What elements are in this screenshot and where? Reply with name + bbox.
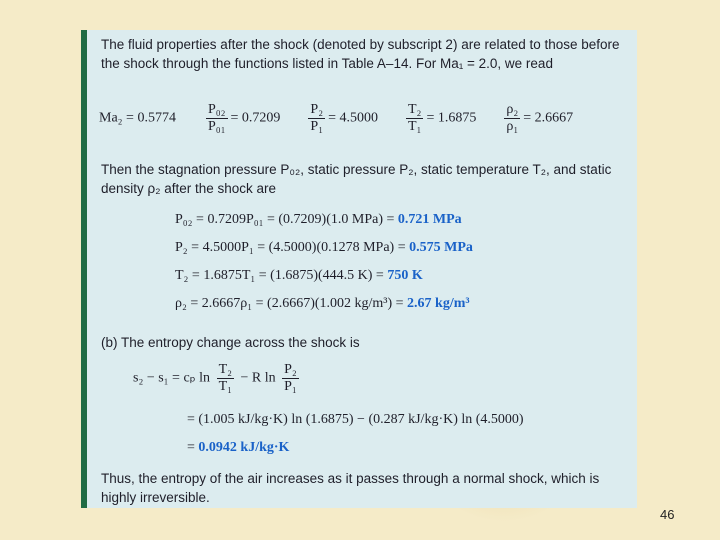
equation-row (175, 268, 423, 284)
entropy-gas-term: − R ln (240, 370, 276, 386)
equation-lhs: P₂ = 4.5000P₁ = (4.5000)(0.1278 MPa) = (175, 240, 406, 255)
page-number: 46 (660, 507, 675, 522)
equation-result: 0.575 MPa (409, 240, 473, 255)
entropy-substitution: = (1.005 kJ/kg·K) ln (1.6875) − (0.287 kJ/kg·K) ln (4.5000) (187, 412, 524, 427)
equals-sign: = (187, 440, 195, 455)
density-ratio-value: = 2.6667 (523, 110, 574, 126)
temperature-ratio-value: = 1.6875 (426, 110, 477, 126)
pressure-fraction: $\frac{\text{P₂}}{\text{P₁}}$ (284, 362, 297, 394)
equation-lhs: T₂ = 1.6875T₁ = (1.6875)(444.5 K) = (175, 268, 384, 283)
part-b-heading: (b) The entropy change across the shock is (101, 335, 360, 350)
equation-lhs: ρ₂ = 2.6667ρ₁ = (2.6667)(1.002 kg/m³) = (175, 296, 404, 311)
entropy-result: 0.0942 kJ/kg·K (198, 440, 290, 455)
intro-paragraph: The fluid properties after the shock (denoted by subscript 2) are related to those before the shock through the functions listed in Table A–14. For Ma₁ = 2.0, we read (101, 37, 620, 71)
equation-result: 0.721 MPa (397, 212, 462, 227)
entropy-result-row (187, 440, 289, 456)
stagnation-pressure-ratio: $\frac{\text{P₀₂}}{\text{P₀₁}}$ (207, 102, 226, 134)
ma2-value: Ma₂ = 0.5774 (99, 110, 176, 126)
entropy-equation (133, 362, 302, 395)
stagnation-pressure-ratio-value: = 0.7209 (230, 110, 281, 126)
equation-result: 750 K (387, 268, 423, 283)
temperature-fraction: $\frac{\text{T₂}}{\text{T₁}}$ (218, 362, 232, 394)
entropy-lhs: s₂ − s₁ = cₚ ln (133, 370, 211, 386)
property-ratios-row (99, 102, 573, 135)
equation-row (175, 212, 462, 228)
equation-lhs: P₀₂ = 0.7209P₀₁ = (0.7209)(1.0 MPa) = (175, 212, 395, 227)
pressure-ratio-value: = 4.5000 (328, 110, 378, 126)
conclusion-paragraph: Thus, the entropy of the air increases as it passes through a normal shock, which is highly irreversible. (101, 471, 600, 505)
post-shock-paragraph: Then the stagnation pressure P₀₂, static pressure P₂, static temperature T₂, and static density ρ₂ after the shock are (101, 162, 612, 196)
textbook-excerpt-panel (81, 30, 637, 508)
pressure-ratio: $\frac{\text{P₂}}{\text{P₁}}$ (310, 102, 324, 134)
equation-result: 2.67 kg/m³ (407, 296, 470, 311)
equation-row (175, 296, 470, 312)
temperature-ratio: $\frac{\text{T₂}}{\text{T₁}}$ (408, 102, 422, 134)
equation-row (175, 240, 473, 256)
density-ratio: $\frac{\text{ρ₂}}{\text{ρ₁}}$ (506, 102, 519, 134)
